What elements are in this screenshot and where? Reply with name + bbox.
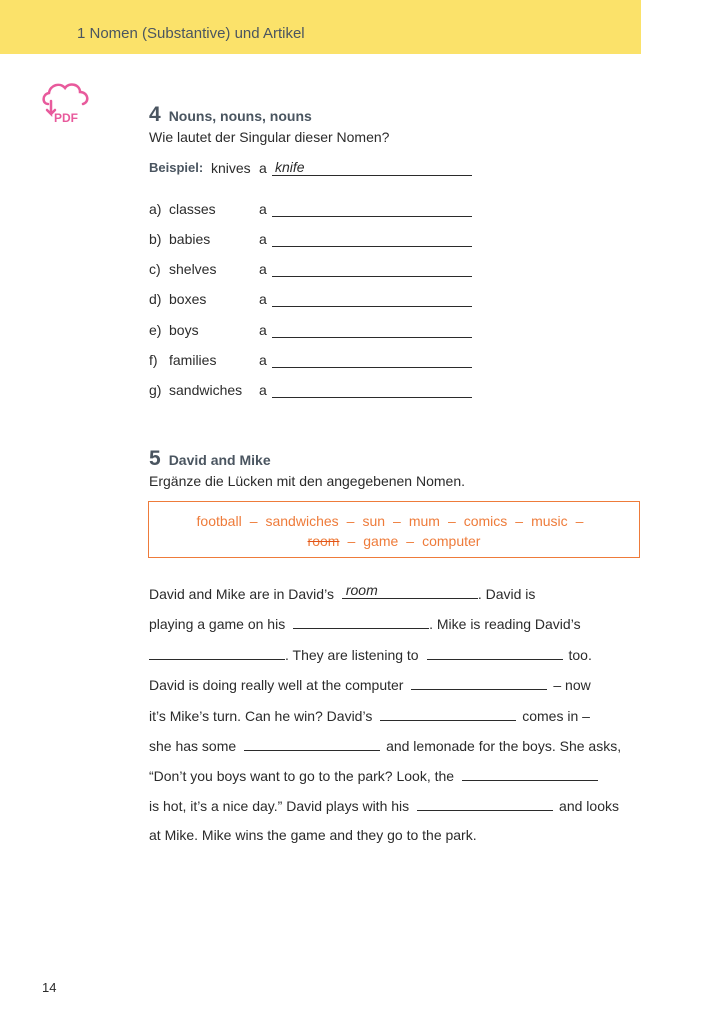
separator: –	[249, 513, 258, 529]
cloze-line-1	[149, 584, 535, 602]
item-word: boys	[169, 322, 199, 338]
item-label: b)	[149, 231, 162, 247]
answer-blank[interactable]	[272, 305, 472, 307]
word-comics: comics	[463, 513, 508, 529]
item-word: babies	[169, 231, 211, 247]
item-article: a	[259, 201, 267, 217]
word-sun: sun	[362, 513, 386, 529]
answer-blank[interactable]	[427, 645, 563, 660]
word-game: game	[363, 533, 399, 549]
answer-blank[interactable]	[293, 614, 429, 629]
word-sandwiches: sandwiches	[265, 513, 339, 529]
example-answer: knife	[275, 159, 305, 175]
cloze-line-2	[149, 614, 581, 632]
item-label: f)	[149, 352, 158, 368]
cloze-line-4	[149, 675, 591, 693]
separator: –	[406, 533, 415, 549]
separator: –	[347, 533, 356, 549]
blank-answer: room	[345, 582, 378, 598]
filled-blank	[342, 584, 478, 599]
exercise-4-instruction: Wie lautet der Singular dieser Nomen?	[149, 129, 390, 145]
example-label: Beispiel:	[149, 160, 204, 175]
item-label: g)	[149, 382, 162, 398]
text-segment: – now	[553, 677, 591, 693]
item-article: a	[259, 382, 267, 398]
text-segment: comes in –	[522, 708, 590, 724]
chapter-title: 1 Nomen (Substantive) und Artikel	[77, 25, 305, 42]
separator: –	[515, 513, 524, 529]
text-segment: it’s Mike’s turn. Can he win? David’s	[149, 708, 373, 724]
text-segment: “Don’t you boys want to go to the park? Look, the	[149, 768, 455, 784]
item-article: a	[259, 291, 267, 307]
text-segment: and looks	[559, 798, 619, 814]
cloze-line-3	[149, 645, 592, 663]
cloze-line-8	[149, 796, 619, 814]
separator: –	[575, 513, 584, 529]
item-article: a	[259, 352, 267, 368]
exercise-5-instruction: Ergänze die Lücken mit den angegebenen Nomen.	[149, 473, 465, 489]
word-computer: computer	[422, 533, 481, 549]
cloze-line-7	[149, 766, 598, 784]
item-word: boxes	[169, 291, 207, 307]
item-article: a	[259, 231, 267, 247]
word-football: football	[196, 513, 242, 529]
answer-blank[interactable]	[272, 336, 472, 338]
answer-blank[interactable]	[272, 245, 472, 247]
answer-blank[interactable]	[462, 766, 598, 781]
example-word: knives	[211, 160, 251, 176]
word-room-struck: room	[307, 533, 340, 549]
word-box-line-2	[149, 533, 639, 549]
text-segment: playing a game on his	[149, 616, 286, 632]
answer-blank[interactable]	[272, 366, 472, 368]
page-number: 14	[42, 980, 57, 995]
item-label: c)	[149, 261, 161, 277]
answer-blank[interactable]	[149, 645, 285, 660]
answer-blank[interactable]	[417, 796, 553, 811]
text-segment: . They are listening to	[285, 647, 419, 663]
item-word: classes	[169, 201, 216, 217]
text-segment: David is doing really well at the computer	[149, 677, 404, 693]
word-box-line-1	[149, 513, 639, 529]
cloze-line-9: at Mike. Mike wins the game and they go to the park.	[149, 827, 477, 843]
separator: –	[393, 513, 401, 529]
text-segment: she has some	[149, 738, 237, 754]
answer-blank[interactable]	[380, 706, 516, 721]
answer-blank[interactable]	[272, 215, 472, 217]
word-box	[148, 501, 640, 558]
exercise-title: David and Mike	[168, 452, 271, 468]
answer-blank[interactable]	[244, 736, 380, 751]
item-word: shelves	[169, 261, 217, 277]
pdf-label: PDF	[54, 111, 78, 125]
exercise-number: 4	[149, 103, 161, 126]
item-label: a)	[149, 201, 162, 217]
cloze-line-6	[149, 736, 621, 754]
item-label: e)	[149, 322, 162, 338]
exercise-4-heading	[149, 103, 312, 127]
item-word: sandwiches	[169, 382, 243, 398]
text-segment: . David is	[477, 586, 536, 602]
separator: –	[346, 513, 355, 529]
exercise-number: 5	[149, 447, 161, 470]
example-article: a	[259, 160, 267, 176]
cloze-line-5	[149, 706, 590, 724]
cloud-download-icon[interactable]	[40, 80, 94, 128]
answer-blank[interactable]	[272, 275, 472, 277]
text-segment: is hot, it’s a nice day.” David plays with his	[149, 798, 410, 814]
item-article: a	[259, 322, 267, 338]
answer-blank[interactable]	[272, 396, 472, 398]
item-label: d)	[149, 291, 162, 307]
answer-blank[interactable]	[411, 675, 547, 690]
text-segment: . Mike is reading David’s	[429, 616, 581, 632]
text-segment: and lemonade for the boys. She asks,	[386, 738, 622, 754]
exercise-title: Nouns, nouns, nouns	[168, 108, 312, 124]
text-segment: David and Mike are in David’s	[149, 586, 334, 602]
word-music: music	[531, 513, 568, 529]
item-word: families	[169, 352, 217, 368]
text-segment: too.	[568, 647, 592, 663]
word-mum: mum	[408, 513, 440, 529]
item-article: a	[259, 261, 267, 277]
separator: –	[447, 513, 456, 529]
exercise-5-heading	[149, 447, 271, 471]
